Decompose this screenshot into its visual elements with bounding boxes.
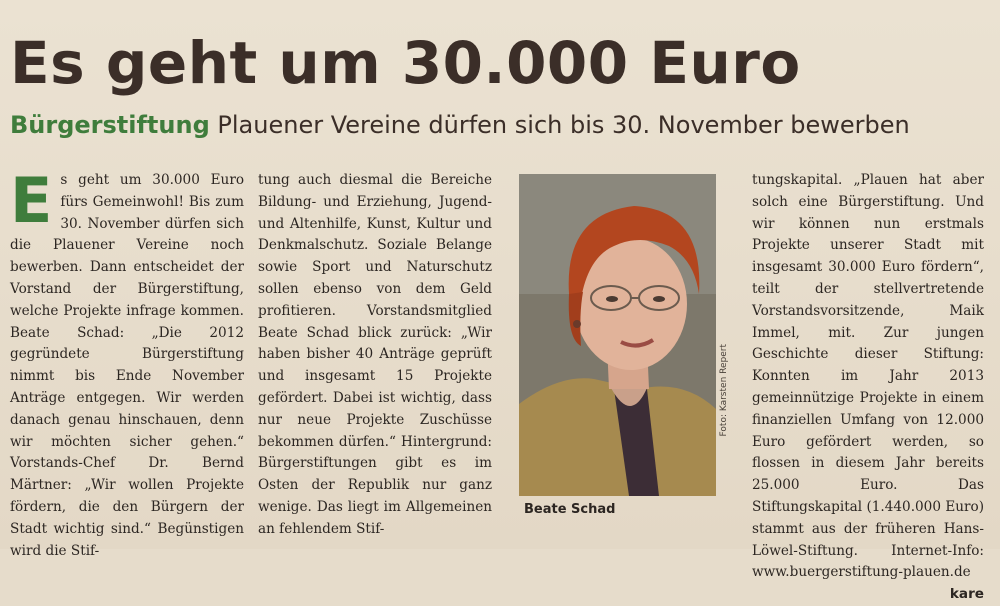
photo-credit: Foto: Karsten Repert [719,344,729,437]
subtitle: Plauener Vereine dürfen sich bis 30. November bewerben [217,111,910,139]
column-2-text: tung auch diesmal die Bereiche Bildung- und Erziehung, Jugend- und Altenhilfe, Kunst, Kultur und Denkmalschutz. Soziale Belange sowie Sport und Naturschutz sollen ebenso von dem Geld profitieren. Vorstandsmitglied Beate Schad blick zurück: „Wir haben bisher 40 Anträge geprüft und insgesamt 15 Projekte gefördert. Dabei ist wichtig, dass nur neue Projekte Zuschüsse bekommen dürfen.“ Hintergrund: Bürgerstiftungen gibt es im Osten der Republik nur ganz wenige. Das liegt im Allgemeinen an fehlendem Stif- [258,172,492,537]
headline: Es geht um 30.000 Euro [10,29,801,97]
article-column-2 [258,170,492,541]
author-signature: kare [949,586,984,603]
portrait-illustration [519,174,716,496]
kicker: Bürgerstiftung [10,111,210,139]
column-1-text: s geht um 30.000 Euro fürs Gemeinwohl! Bis zum 30. November dürfen sich die Plauener Vereine noch bewerben. Dann entscheidet der Vorstand der Bürgerstiftung, welche Projekte infrage kommen. Beate Schad: „Die 2012 gegründete Bürgerstiftung nimmt bis Ende November Anträge entgegen. Wir werden danach genau hinschauen, denn wir möchten sicher gehen.“ Vorstands-Chef Dr. Bernd Märtner: „Wir wollen Projekte fördern, die den Bürgern der Stadt wichtig sind.“ Begünstigen wird die Stif- [10,172,244,559]
subline [10,108,910,142]
article-column-1 [10,164,244,562]
portrait-photo-block [519,174,734,496]
column-3-text: tungskapital. „Plauen hat aber solch eine Bürgerstiftung. Und wir können nun erstmals Projekte unserer Stadt mit insgesamt 30.000 Euro fördern“, teilt der stellvertretende Vorstandsvorsitzende, Maik Immel, mit. Zur jungen Geschichte dieser Stiftung: Konnten im Jahr 2013 gemeinnützige Projekte in einem finanziellen Umfang von 12.000 Euro gefördert werden, so flossen in diesem Jahr bereits 25.000 Euro. Das Stiftungskapital (1.440.000 Euro) stammt aus der früheren Hans-Löwel-Stiftung. Internet-Info: www.buergerstiftung-plauen.de [752,172,984,581]
portrait-photo [519,174,716,496]
photo-caption: Beate Schad [524,502,616,517]
article-column-3 [752,170,984,606]
drop-cap: E [10,164,53,237]
